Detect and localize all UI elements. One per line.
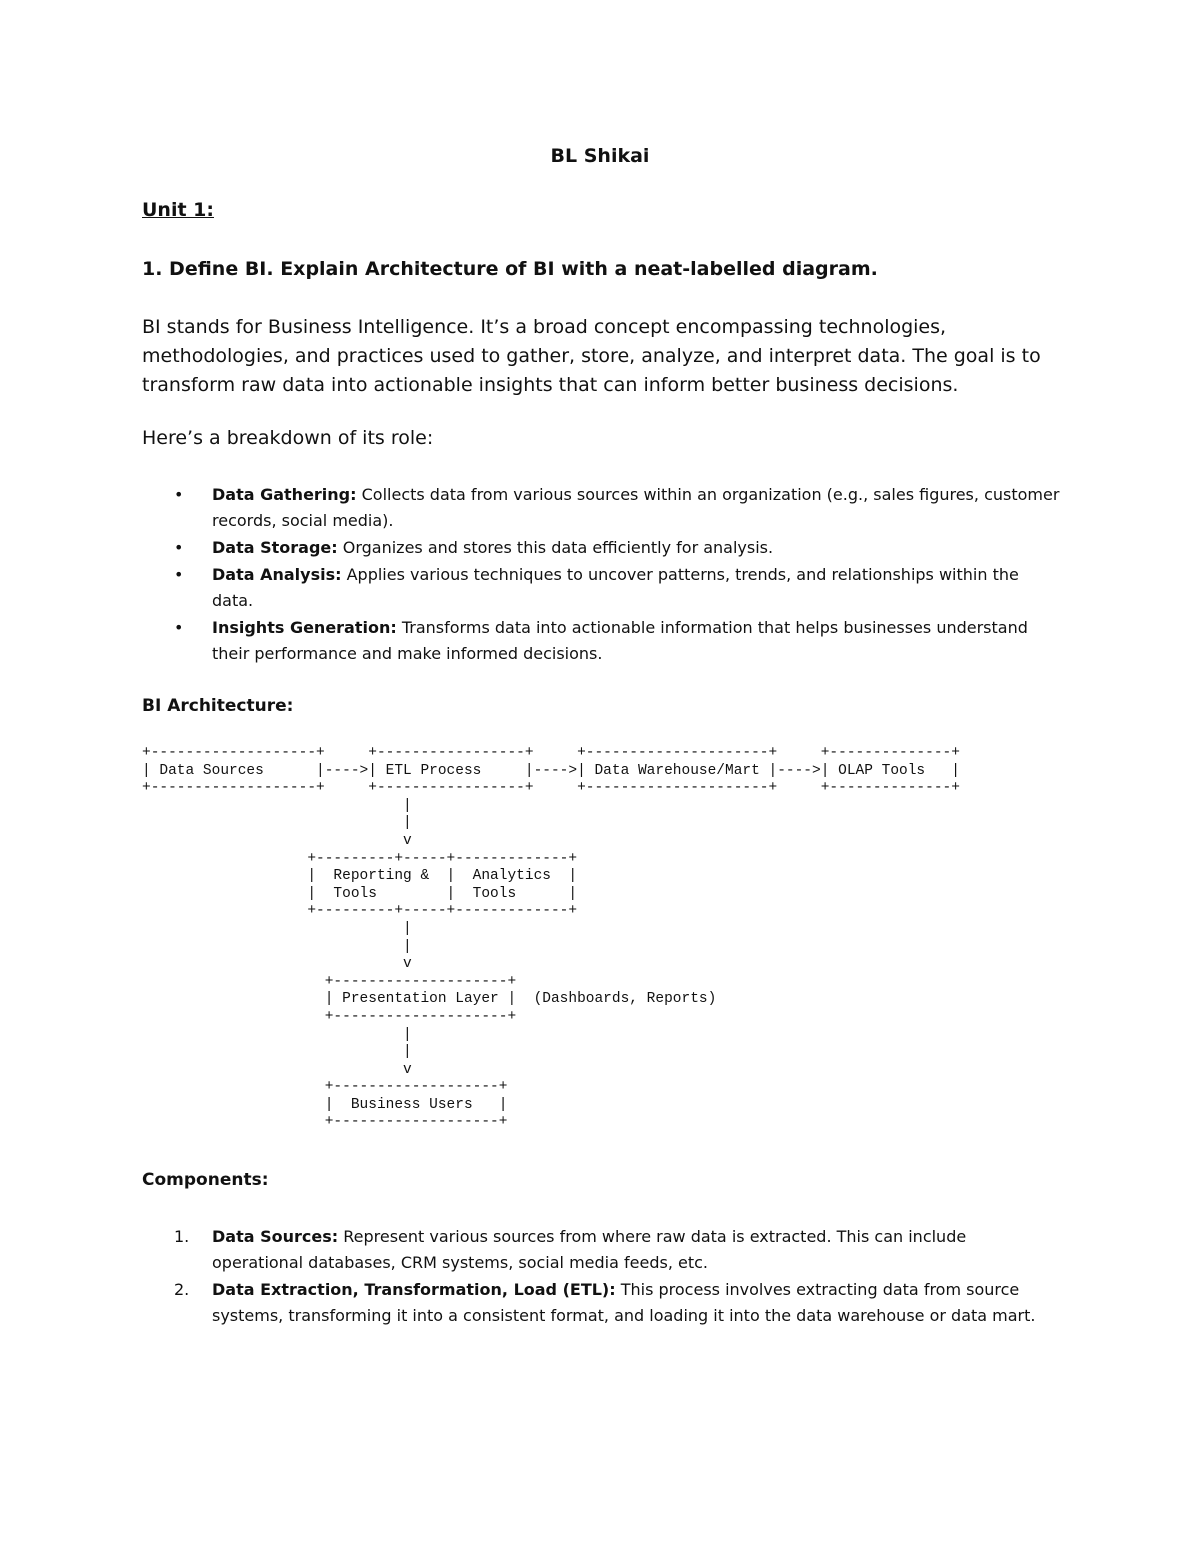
list-item bbox=[142, 482, 1062, 534]
intro-paragraph: BI stands for Business Intelligence. It’s a broad concept encompassing technologies, methodologies, and practices used to gather, store, analyze, and interpret data. The goal is to transform raw data into actionable insights that can inform better business decisions. bbox=[142, 316, 1041, 396]
component-term: Data Extraction, Transformation, Load (ETL): bbox=[212, 1280, 616, 1299]
list-item bbox=[142, 615, 1062, 667]
list-item bbox=[142, 562, 1062, 614]
architecture-diagram: +-------------------+ +-----------------+ +---------------------+ +--------------+ | Data Sources |---->| ETL Process |---->| Data Warehouse/Mart |---->| OLAP Tools | +-------------------+ +-----------------+ +---------------------+ +--------------+ | | v +---------+-----+-------------+ | Reporting & | Analytics | | Tools | Tools | +---------+-----+-------------+ | | v +--------------------+ | Presentation Layer | (Dashboards, Reports) +--------------------+ | | v +-------------------+ | Business Users | +-------------------+ bbox=[142, 745, 960, 1131]
architecture-heading: BI Architecture: bbox=[142, 696, 294, 716]
list-item bbox=[142, 1277, 1062, 1329]
components-heading: Components: bbox=[142, 1170, 269, 1190]
breakdown-heading: Here’s a breakdown of its role: bbox=[142, 427, 434, 449]
role-text: Transforms data into actionable information that helps businesses understand their performance and make informed decisions. bbox=[212, 618, 1028, 663]
list-item bbox=[142, 1224, 1062, 1276]
component-term: Data Sources: bbox=[212, 1227, 339, 1246]
role-text: Organizes and stores this data efficiently for analysis. bbox=[337, 538, 774, 557]
item-number: 2. bbox=[174, 1280, 190, 1299]
component-text: Represent various sources from where raw data is extracted. This can include operational databases, CRM systems, social media feeds, etc. bbox=[212, 1227, 967, 1272]
role-term: Insights Generation: bbox=[212, 618, 397, 637]
bullet-icon: • bbox=[174, 485, 184, 504]
unit-heading: Unit 1: bbox=[142, 199, 214, 221]
item-number: 1. bbox=[174, 1227, 190, 1246]
role-list bbox=[142, 482, 1062, 668]
role-term: Data Storage: bbox=[212, 538, 338, 557]
bullet-icon: • bbox=[174, 618, 184, 637]
component-text: This process involves extracting data from source systems, transforming it into a consistent format, and loading it into the data warehouse or data mart. bbox=[212, 1280, 1036, 1325]
role-term: Data Gathering: bbox=[212, 485, 357, 504]
role-term: Data Analysis: bbox=[212, 565, 342, 584]
question-heading: 1. Define BI. Explain Architecture of BI with a neat-labelled diagram. bbox=[142, 258, 878, 280]
role-text: Applies various techniques to uncover patterns, trends, and relationships within the data. bbox=[212, 565, 1019, 610]
components-list bbox=[142, 1224, 1062, 1330]
role-text: Collects data from various sources within an organization (e.g., sales figures, customer records, social media). bbox=[212, 485, 1060, 530]
bullet-icon: • bbox=[174, 565, 184, 584]
bullet-icon: • bbox=[174, 538, 184, 557]
list-item bbox=[142, 535, 1062, 561]
document-title: BL Shikai bbox=[550, 145, 650, 167]
